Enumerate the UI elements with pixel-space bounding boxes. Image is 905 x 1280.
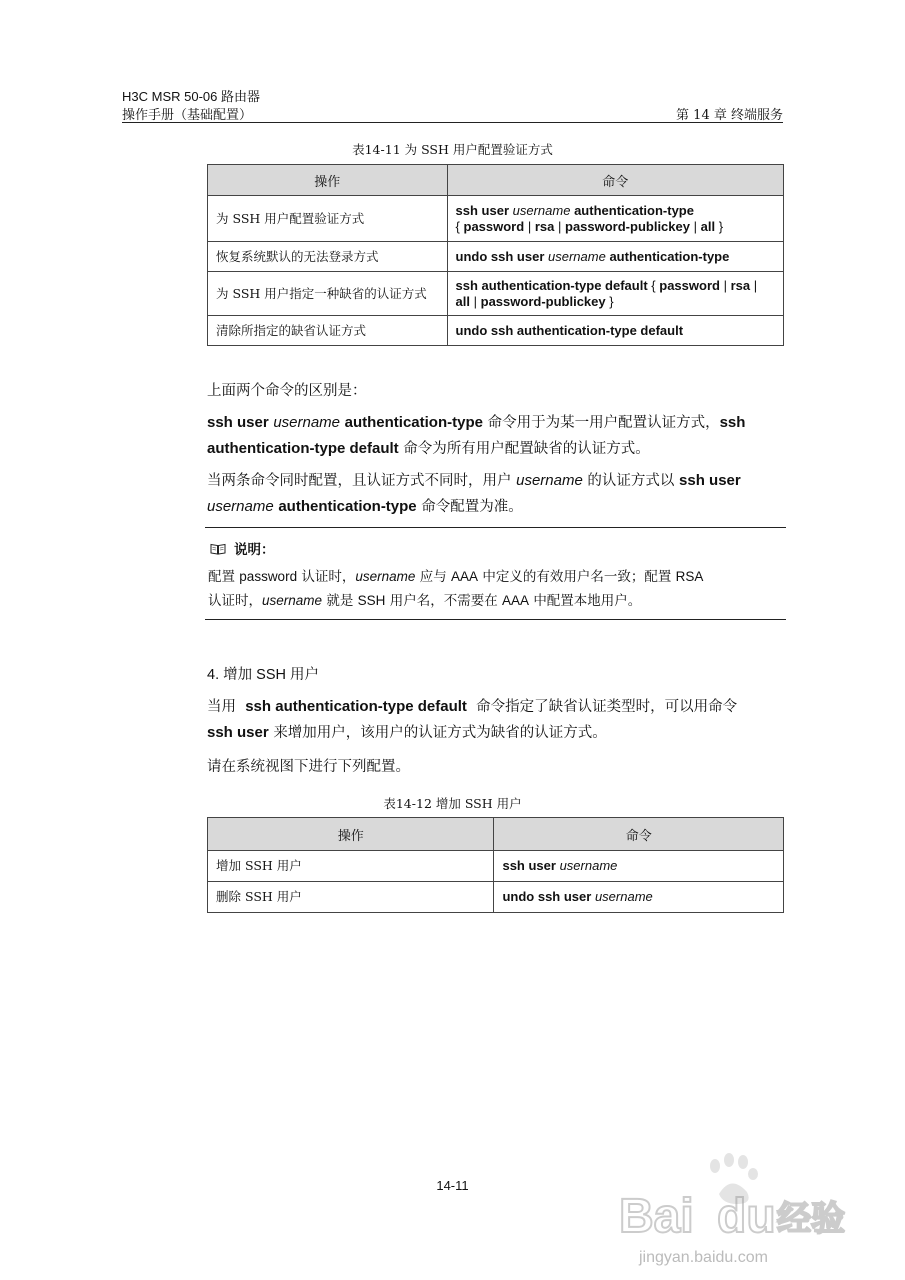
header-manual: 操作手册（基础配置） [122,108,253,123]
paragraph-priority: 当两条命令同时配置，且认证方式不同时，用户 username 的认证方式以 ssh user username authentication-type 命令配置为准。 [207,472,741,515]
table1-cmd-cell: ssh authentication-type default { password | rsa | all | password-publickey } [447,272,783,316]
note-title: 说明： [210,538,275,558]
table2-op-cell: 增加 SSH 用户 [208,851,494,882]
svg-text:jingyan.baidu.com: jingyan.baidu.com [639,1249,768,1266]
book-icon [210,543,226,555]
table1-op-cell: 为 SSH 用户配置验证方式 [208,196,448,242]
table1-cmd-cell: undo ssh authentication-type default [447,316,783,346]
header-rule [122,122,783,123]
table1-cmd-cell: undo ssh user username authentication-type [447,242,783,272]
table-row [208,882,784,913]
table2-caption: 表14-12 增加 SSH 用户 [383,796,522,811]
table-row [208,316,784,346]
svg-text:经验: 经验 [777,1200,845,1238]
paragraph-system-view: 请在系统视图下进行下列配置。 [207,759,410,775]
table2-header-row [208,818,784,851]
table1-op-cell: 为 SSH 用户指定一种缺省的认证方式 [208,272,448,316]
header-chapter: 第 14 章 终端服务 [676,108,783,123]
section-heading: 4. 增加 SSH 用户 [207,667,319,683]
table2-col-cmd: 命令 [494,818,784,851]
table1-op-cell: 清除所指定的缺省认证方式 [208,316,448,346]
paragraph-add-user: 当用 ssh authentication-type default 命令指定了缺省认证类型时，可以用命令 ssh user 来增加用户，该用户的认证方式为缺省的认证方式。 [207,698,738,741]
table1-header-row [208,165,784,196]
table2-cmd-cell: ssh user username [494,851,784,882]
table1-caption: 表14-11 为 SSH 用户配置验证方式 [352,142,553,157]
table1-col-cmd: 命令 [447,165,783,196]
table1-cmd-cell: ssh user username authentication-type { password | rsa | password-publickey | all } [447,196,783,242]
note-body: 配置 password 认证时，username 应与 AAA 中定义的有效用户名一致；配置 RSA 认证时，username 就是 SSH 用户名，不需要在 AAA 中配置本地用户。 [208,569,704,609]
header-product: H3C MSR 50-06 路由器 [122,89,260,104]
table2-op-cell: 删除 SSH 用户 [208,882,494,913]
svg-text:Bai: Bai [619,1190,694,1243]
table2 [207,817,784,913]
paragraph-commands: ssh user username authentication-type 命令用于为某一用户配置认证方式，ssh authentication-type default 命令为所有用户配置缺省的认证方式。 [207,414,746,457]
table1-col-op: 操作 [208,165,448,196]
svg-text:du: du [717,1190,776,1243]
table-row [208,196,784,242]
table-row [208,272,784,316]
page-number: 14-11 [436,1178,469,1193]
note-top-rule [205,527,786,528]
table1 [207,164,784,346]
table-row [208,851,784,882]
baidu-watermark-logo [619,1152,849,1270]
table-row [208,242,784,272]
table1-op-cell: 恢复系统默认的无法登录方式 [208,242,448,272]
table2-cmd-cell: undo ssh user username [494,882,784,913]
paragraph-difference: 上面两个命令的区别是： [207,383,367,399]
table2-col-op: 操作 [208,818,494,851]
note-bottom-rule [205,619,786,620]
